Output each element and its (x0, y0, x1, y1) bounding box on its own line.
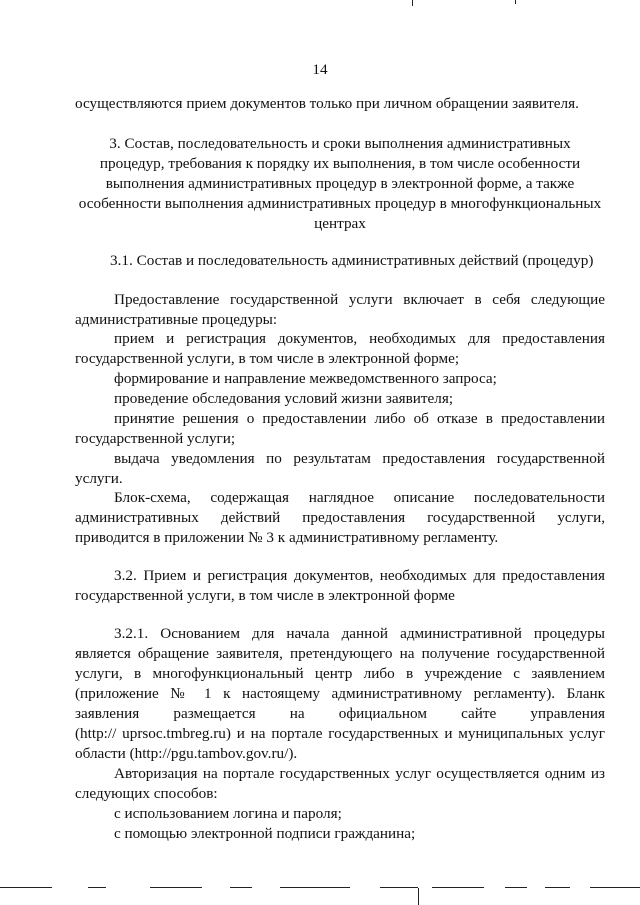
scan-mark-top-right (515, 0, 516, 4)
paragraph-line: следующих способов: (75, 785, 218, 802)
footer-scan-tick (418, 888, 419, 905)
section-heading: процедур, требования к порядку их выполнения, в том числе особенности (99, 155, 581, 172)
paragraph-line: прием и регистрация документов, необходимых для предоставления (114, 330, 605, 347)
paragraph-line: административных действий предоставления государственной услуги, (75, 509, 605, 526)
paragraph-line: области (http://pgu.tambov.gov.ru/). (75, 745, 298, 762)
paragraph-line: является обращение заявителя, претендующего на получение государственной (75, 645, 605, 662)
paragraph-line: с использованием логина и пароля; (114, 805, 342, 822)
footer-scan-line (230, 887, 252, 888)
paragraph-line: формирование и направление межведомственного запроса; (114, 370, 497, 387)
footer-scan-line (88, 887, 106, 888)
paragraph-line: Авторизация на портале государственных услуг осуществляется одним из (114, 765, 605, 782)
paragraph-line: выдача уведомления по результатам предоставления государственной (114, 450, 605, 467)
subsection-heading: государственной услуги, в том числе в электронной форме (75, 587, 455, 604)
scan-mark-top (412, 0, 413, 6)
section-heading: центрах (314, 215, 366, 232)
paragraph-line: услуги, в многофункциональный центр либо в учреждение с заявлением (75, 665, 605, 682)
footer-scan-line (0, 887, 52, 888)
section-heading: выполнения административных процедур в электронной форме, а также (105, 175, 575, 192)
footer-scan-line (590, 887, 640, 888)
paragraph-line: Блок-схема, содержащая наглядное описание последовательности (114, 489, 605, 506)
paragraph-line: приводится в приложении № 3 к административному регламенту. (75, 529, 499, 546)
page-number: 14 (312, 61, 328, 78)
paragraph-line: государственной услуги; (75, 430, 236, 447)
paragraph-line: (http:// uprsoc.tmbreg.ru) и на портале государственных и муниципальных услуг (75, 725, 605, 742)
subsection-heading: 3.1. Состав и последовательность административных действий (процедур) (110, 252, 594, 269)
paragraph-line: Предоставление государственной услуги включает в себя следующие (114, 291, 605, 308)
paragraph-line: принятие решения о предоставлении либо об отказе в предоставлении (114, 410, 605, 427)
paragraph-line: осуществляются прием документов только при личном обращении заявителя. (75, 95, 579, 112)
paragraph-line: услуги. (75, 470, 123, 487)
paragraph-line: государственной услуги, в том числе в электронной форме; (75, 350, 460, 367)
paragraph-line: с помощью электронной подписи гражданина; (114, 825, 416, 842)
footer-scan-line (545, 887, 570, 888)
footer-scan-line (432, 887, 484, 888)
section-heading: особенности выполнения административных процедур в многофункциональных (78, 195, 602, 212)
footer-scan-line (150, 887, 202, 888)
footer-scan-line (505, 887, 527, 888)
paragraph-line: заявления размещается на официальном сайте управления (75, 705, 605, 722)
paragraph-line: (приложение № 1 к настоящему административному регламенту). Бланк (75, 685, 605, 702)
footer-scan-line (280, 887, 350, 888)
paragraph-line: 3.2.1. Основанием для начала данной административной процедуры (114, 625, 605, 642)
subsection-heading: 3.2. Прием и регистрация документов, необходимых для предоставления (114, 567, 605, 584)
footer-scan-line (380, 887, 418, 888)
section-heading: 3. Состав, последовательность и сроки выполнения административных (109, 135, 571, 152)
paragraph-line: административные процедуры: (75, 311, 278, 328)
paragraph-line: проведение обследования условий жизни заявителя; (114, 390, 454, 407)
